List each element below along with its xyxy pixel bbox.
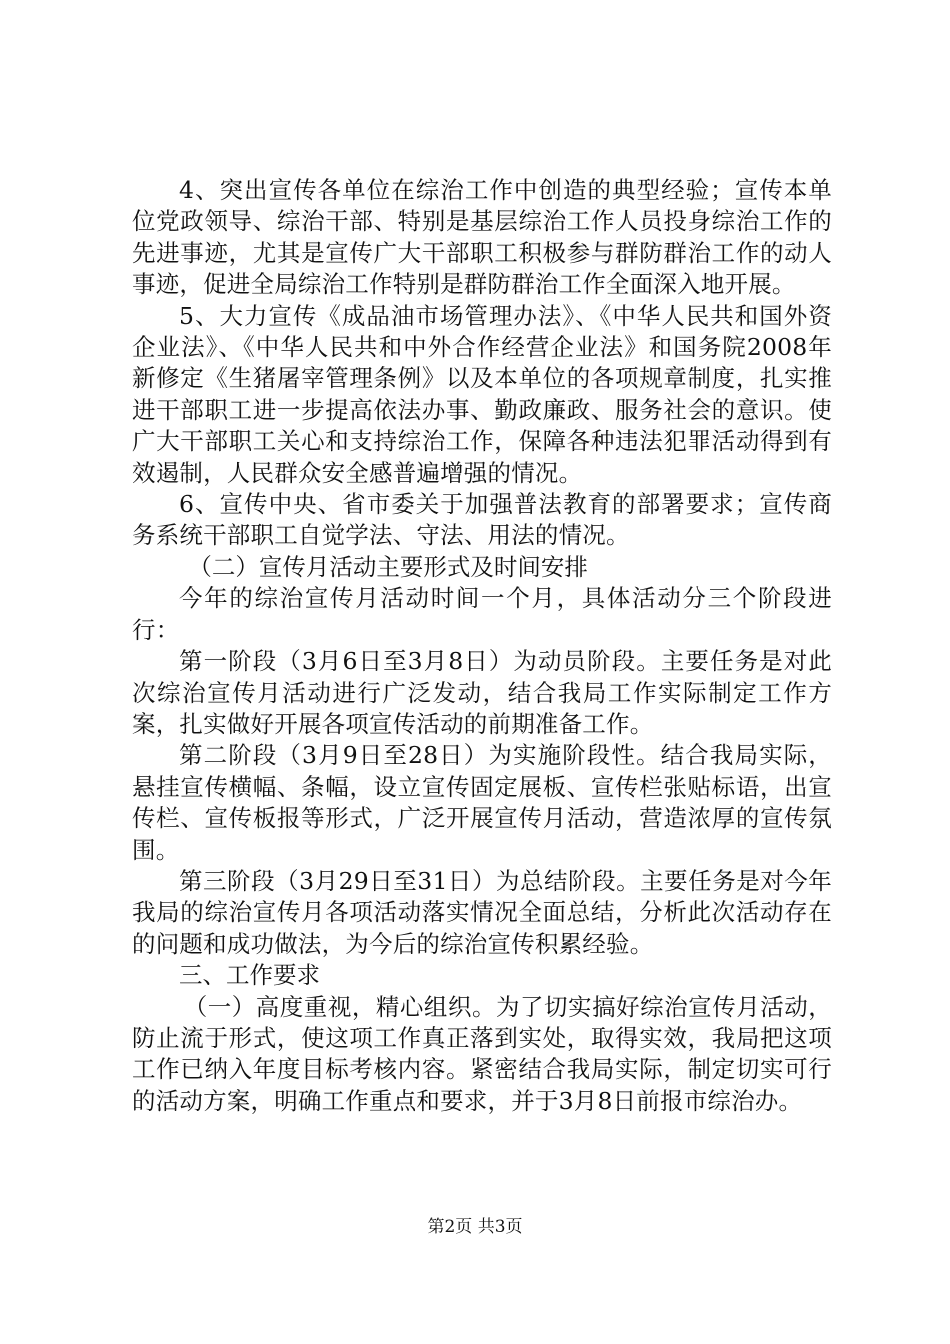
- paragraph-item-4: 4、突出宣传各单位在综治工作中创造的典型经验；宣传本单位党政领导、综治干部、特别是基层综治工作人员投身综治工作的先进事迹，尤其是宣传广大干部职工积极参与群防群治工作的动人事迹，促进全局综治工作特别是群防群治工作全面深入地开展。: [132, 176, 832, 299]
- paragraph-phase-1: 第一阶段（3月6日至3月8日）为动员阶段。主要任务是对此次综治宣传月活动进行广泛发动，结合我局工作实际制定工作方案，扎实做好开展各项宣传活动的前期准备工作。: [132, 647, 832, 738]
- paragraph-schedule-intro: 今年的综治宣传月活动时间一个月，具体活动分三个阶段进行：: [132, 584, 832, 644]
- paragraph-item-5: 5、大力宣传《成品油市场管理办法》、《中华人民共和国外资企业法》、《中华人民共和中外合作经营企业法》和国务院2008年新修定《生猪屠宰管理条例》以及本单位的各项规章制度，扎实推进干部职工进一步提高依法办事、勤政廉政、服务社会的意识。使广大干部职工关心和支持综治工作，保障各种违法犯罪活动得到有效遏制，人民群众安全感普遍增强的情况。: [132, 301, 832, 487]
- section-subheading-schedule: （二）宣传月活动主要形式及时间安排: [188, 552, 588, 581]
- document-body: [132, 175, 832, 1117]
- paragraph-item-6: 6、宣传中央、省市委关于加强普法教育的部署要求；宣传商务系统干部职工自觉学法、守法、用法的情况。: [132, 490, 832, 550]
- section-heading-requirements: 三、工作要求: [179, 961, 320, 990]
- paragraph-phase-3: 第三阶段（3月29日至31日）为总结阶段。主要任务是对今年我局的综治宣传月各项活动落实情况全面总结，分析此次活动存在的问题和成功做法，为今后的综治宣传积累经验。: [132, 866, 832, 958]
- page-number-footer: 第2页 共3页: [427, 1217, 523, 1237]
- paragraph-phase-2: 第二阶段（3月9日至28日）为实施阶段性。结合我局实际，悬挂宣传横幅、条幅，设立宣传固定展板、宣传栏张贴标语，出宣传栏、宣传板报等形式，广泛开展宣传月活动，营造浓厚的宣传氛围。: [132, 741, 832, 864]
- paragraph-requirement-1: （一）高度重视，精心组织。为了切实搞好综治宣传月活动，防止流于形式，使这项工作真正落到实处，取得实效，我局把这项工作已纳入年度目标考核内容。紧密结合我局实际，制定切实可行的活动方案，明确工作重点和要求，并于3月8日前报市综治办。: [132, 992, 832, 1115]
